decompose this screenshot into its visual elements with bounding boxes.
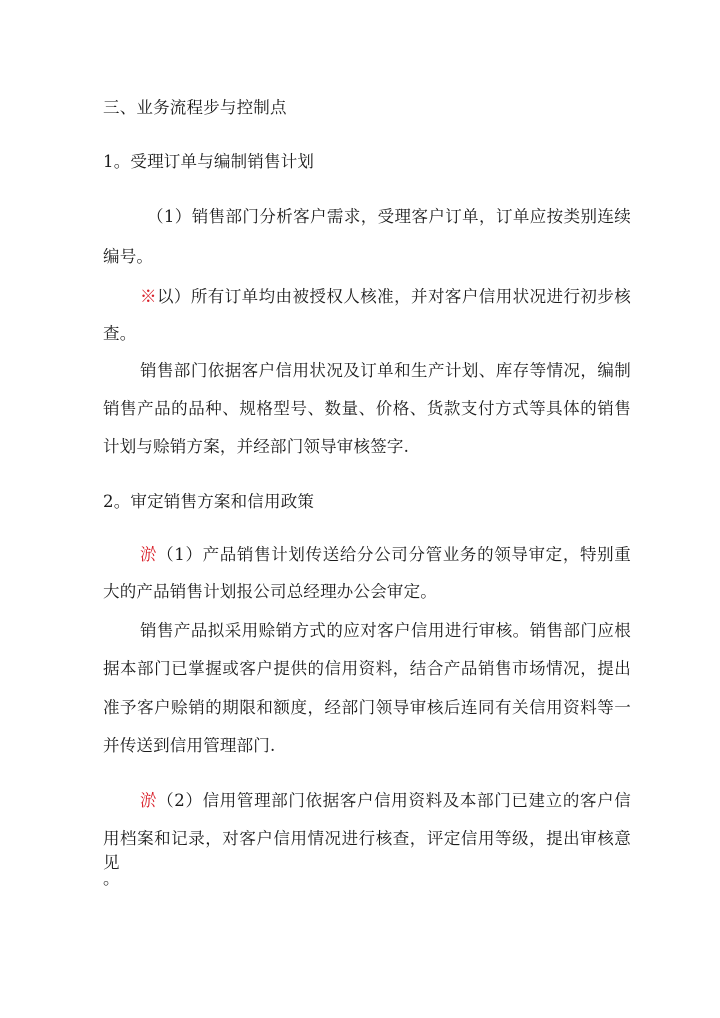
sub1-paragraph-1-line-2: 编号。 (103, 247, 154, 266)
sub2-paragraph-1-text: （1）产品销售计划传送给分公司分管业务的领导审定，特别重 (157, 545, 631, 564)
sub2-paragraph-2-line-4: 并传送到信用管理部门. (103, 736, 276, 755)
reference-mark: ※ (140, 287, 157, 306)
sub1-paragraph-2-line-1 (140, 285, 631, 309)
reference-mark: 淤 (140, 545, 158, 564)
sub1-paragraph-3-line-3: 计划与赊销方案，并经部门领导审核签字. (103, 437, 410, 456)
sub1-paragraph-2-text: 以）所有订单均由被授权人核准，并对客户信用状况进行初步核 (156, 287, 632, 306)
sub2-paragraph-1-line-2: 大的产品销售计划报公司总经理办公会审定。 (103, 582, 437, 601)
section-title: 三、业务流程步与控制点 (103, 98, 287, 117)
sub1-paragraph-2-line-2: 查。 (103, 324, 137, 343)
sub2-paragraph-3-line-2: 用档案和记录，对客户信用情况进行核查，评定信用等级，提出审核意见 (103, 829, 631, 872)
sub2-paragraph-3-line-3: 。 (103, 869, 120, 888)
subsection-2-title: 2。审定销售方案和信用政策 (103, 492, 315, 511)
sub2-paragraph-3-text: （2）信用管理部门依据客户信用资料及本部门已建立的客户信 (157, 791, 631, 810)
sub1-paragraph-3-line-1: 销售部门依据客户信用状况及订单和生产计划、库存等情况，编制 (140, 361, 631, 380)
reference-mark: 淤 (140, 791, 158, 810)
sub2-paragraph-2-line-2: 据本部门已掌握或客户提供的信用资料，结合产品销售市场情况，提出 (103, 659, 631, 678)
sub2-paragraph-3-line-1 (140, 789, 631, 813)
sub2-paragraph-1-line-1 (140, 543, 631, 567)
subsection-1-title: 1。受理订单与编制销售计划 (103, 152, 315, 171)
sub2-paragraph-2-line-1: 销售产品拟采用赊销方式的应对客户信用进行审核。销售部门应根 (140, 621, 631, 640)
sub1-paragraph-1-line-1: （1）销售部门分析客户需求，受理客户订单，订单应按类别连续 (147, 207, 631, 226)
sub1-paragraph-3-line-2: 销售产品的品种、规格型号、数量、价格、货款支付方式等具体的销售 (103, 399, 631, 418)
sub2-paragraph-2-line-3: 准予客户赊销的期限和额度，经部门领导审核后连同有关信用资料等一 (103, 698, 631, 717)
